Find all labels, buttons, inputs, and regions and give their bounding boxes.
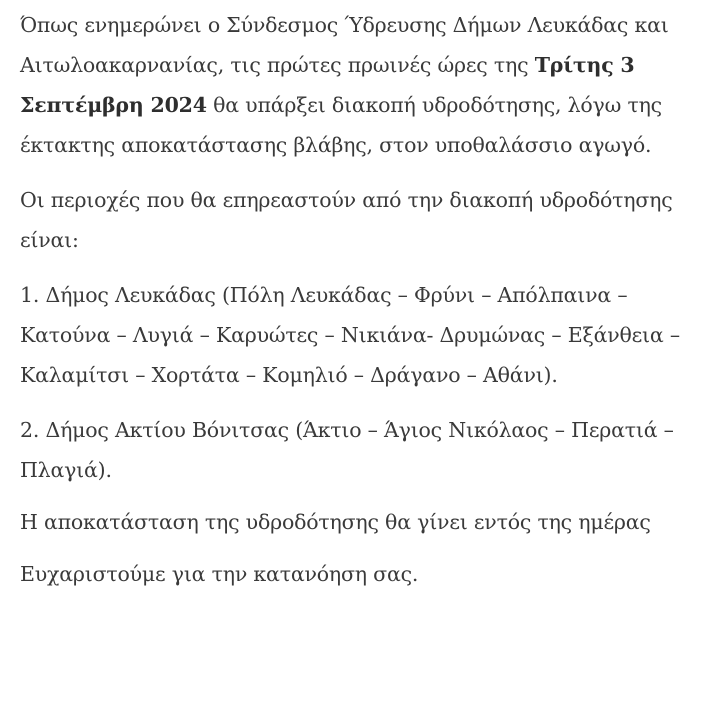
- thanks-note: Ευχαριστούμε για την κατανόηση σας.: [20, 562, 419, 586]
- intro-text-after: θα υπάρξει διακοπή υδροδότησης, λόγω της έκτακτης αποκατάστασης βλάβης, στον υποθαλάσσιο αγωγό.: [20, 93, 662, 157]
- restoration-note: Η αποκατάσταση της υδροδότησης θα γίνει εντός της ημέρας: [20, 510, 651, 534]
- interruption-date: Τρίτης 3 Σεπτέμβρη 2024: [20, 53, 635, 117]
- areas-heading: Οι περιοχές που θα επηρεαστούν από την διακοπή υδροδότησης είναι:: [20, 188, 673, 252]
- intro-paragraph: [20, 5, 708, 165]
- area-item-lefkada: 1. Δήμος Λευκάδας (Πόλη Λευκάδας – Φρύνι – Απόλπαινα – Κατούνα – Λυγιά – Καρυώτες – Νικιάνα- Δρυμώνας – Εξάνθεια – Καλαμίτσι – Χορτάτα – Κομηλιό – Δράγανο – Αθάνι).: [20, 283, 680, 387]
- intro-text-before: Όπως ενημερώνει ο Σύνδεσμος Ύδρευσης Δήμων Λευκάδας και Αιτωλοακαρνανίας, τις πρώτες πρωινές ώρες της: [20, 13, 669, 77]
- area-item-aktio-vonitsa: 2. Δήμος Ακτίου Βόνιτσας (Άκτιο – Άγιος Νικόλαος – Περατιά – Πλαγιά).: [20, 418, 674, 482]
